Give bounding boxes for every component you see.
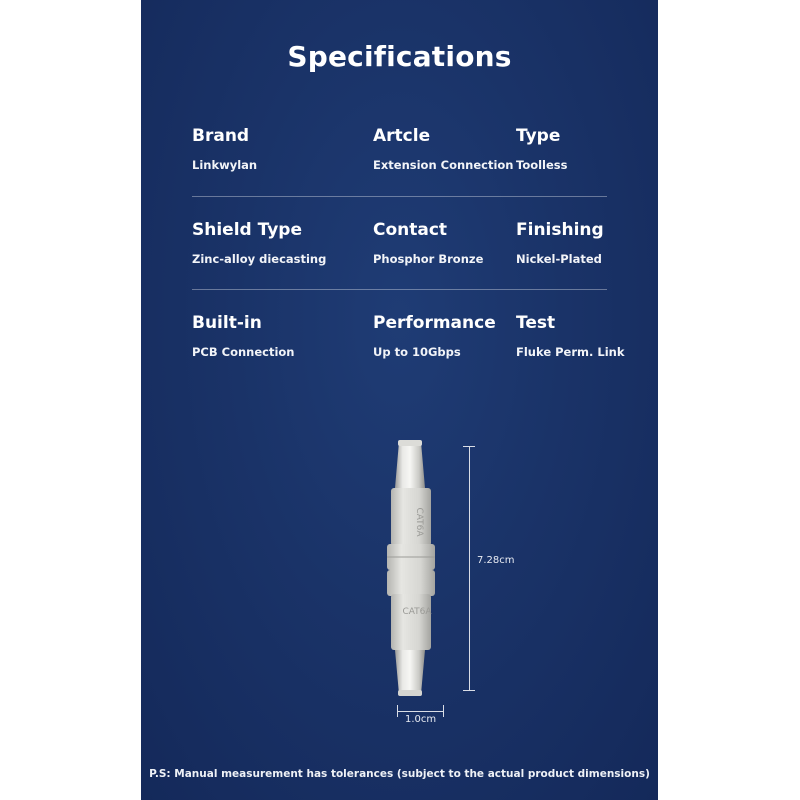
spec-shield-type <box>192 220 326 266</box>
lower-latch <box>387 570 435 596</box>
spec-brand <box>192 126 257 172</box>
spec-built-in <box>192 313 295 359</box>
divider <box>192 196 607 197</box>
marking-bottom: CAT6A <box>402 607 432 617</box>
height-dimension <box>463 446 475 691</box>
spec-value: Phosphor Bronze <box>373 252 484 266</box>
divider <box>192 289 607 290</box>
lower-body <box>391 594 431 650</box>
bottom-boot-cap <box>398 690 422 696</box>
spec-label: Finishing <box>516 220 604 240</box>
spec-value: Toolless <box>516 158 568 172</box>
spec-value: Zinc-alloy diecasting <box>192 252 327 266</box>
spec-label: Shield Type <box>192 220 302 240</box>
marking-top: CAT6A <box>414 507 424 537</box>
upper-body <box>391 488 431 546</box>
spec-performance <box>373 313 496 359</box>
spec-value: Linkwylan <box>192 158 258 172</box>
spec-finishing <box>516 220 604 266</box>
spec-label: Performance <box>373 313 496 333</box>
connector-illustration <box>371 432 451 702</box>
height-label: 7.28cm <box>477 555 515 566</box>
spec-contact <box>373 220 483 266</box>
spec-value: Extension Connection <box>373 158 514 172</box>
spec-value: PCB Connection <box>192 345 295 359</box>
spec-panel <box>141 0 658 800</box>
spec-label: Brand <box>192 126 250 146</box>
spec-value: Fluke Perm. Link <box>516 345 625 359</box>
spec-label: Type <box>516 126 561 146</box>
spec-label: Contact <box>373 220 448 240</box>
spec-article <box>373 126 514 172</box>
measurement-note: P.S: Manual measurement has tolerances (subject to the actual product dimensions) <box>149 768 650 780</box>
page-title: Specifications <box>287 40 512 73</box>
top-boot <box>395 442 425 488</box>
spec-label: Artcle <box>373 126 431 146</box>
spec-test <box>516 313 625 359</box>
spec-value: Up to 10Gbps <box>373 345 461 359</box>
width-label: 1.0cm <box>405 714 437 725</box>
spec-type <box>516 126 568 172</box>
bottom-boot <box>395 650 425 694</box>
spec-label: Built-in <box>192 313 262 333</box>
top-boot-cap <box>398 440 422 446</box>
spec-value: Nickel-Plated <box>516 252 602 266</box>
spec-label: Test <box>516 313 556 333</box>
